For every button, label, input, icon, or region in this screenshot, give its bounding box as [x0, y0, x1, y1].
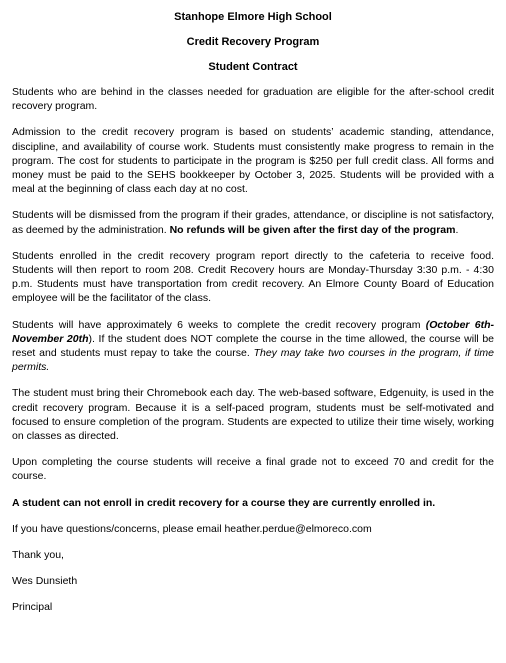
dismissal-text: Students will be dismissed from the program if their grades, attendance, or discipline is not satisfactory, as deemed by the administration.	[12, 209, 494, 236]
date-range: (October 6th-November 20th	[12, 318, 494, 345]
school-title: Stanhope Elmore High School	[174, 11, 332, 23]
contract-title: Student Contract	[208, 61, 298, 73]
program-title: Credit Recovery Program	[186, 36, 320, 48]
chromebook-paragraph: The student must bring their Chromebook each day. The web-based software, Edgenuity, is used in the credit recovery program. Because it is a self-paced program, students must be self-motivated and focused to ensure completion of the program. Students are expected to utilize their time wisely, working on classes as directed.	[12, 387, 494, 443]
duration-text-2: ). If the student does NOT complete the course in the time allowed, the course will be reset and students must repay to take the course.	[12, 332, 494, 360]
two-courses-note: They may take two courses in the program, if time permits.	[12, 347, 494, 374]
dismissal-period: .	[455, 223, 459, 236]
eligibility-paragraph: Students who are behind in the classes needed for graduation are eligible for the after-school credit recovery program.	[12, 86, 494, 113]
grade-paragraph: Upon completing the course students will receive a final grade not to exceed 70 and credit for the course.	[12, 456, 494, 483]
schedule-paragraph: Students enrolled in the credit recovery program report directly to the cafeteria to receive food. Students will then report to room 208. Credit Recovery hours are Monday-Thursday 3:30 p.m. - 4:30 p.m. Students must have transportation from credit recovery. An Elmore County Board of Education employee will be the facilitator of the class.	[12, 249, 494, 305]
duration-paragraph	[12, 318, 494, 375]
admission-paragraph: Admission to the credit recovery program is based on students’ academic standing, attendance, discipline, and availability of course work. Students must consistently make progress to remain in the program. The cost for students to participate in the program is $250 per full credit class. All forms and money must be paid to the SEHS bookkeeper by October 3, 2025. Students will be provided with a meal at the beginning of class each day at no cost.	[12, 126, 494, 196]
duration-text: Students will have approximately 6 weeks to complete the credit recovery program	[12, 318, 426, 331]
contact-line: If you have questions/concerns, please email heather.perdue@elmoreco.com	[12, 522, 372, 535]
signer-name: Wes Dunsieth	[12, 575, 78, 588]
enrollment-rule: A student can not enroll in credit recovery for a course they are currently enrolled in.	[12, 496, 436, 509]
closing-line: Thank you,	[12, 549, 64, 562]
dismissal-paragraph	[12, 208, 494, 236]
signer-title: Principal	[12, 601, 53, 614]
no-refund-notice: No refunds will be given after the first day of the program	[169, 223, 456, 236]
